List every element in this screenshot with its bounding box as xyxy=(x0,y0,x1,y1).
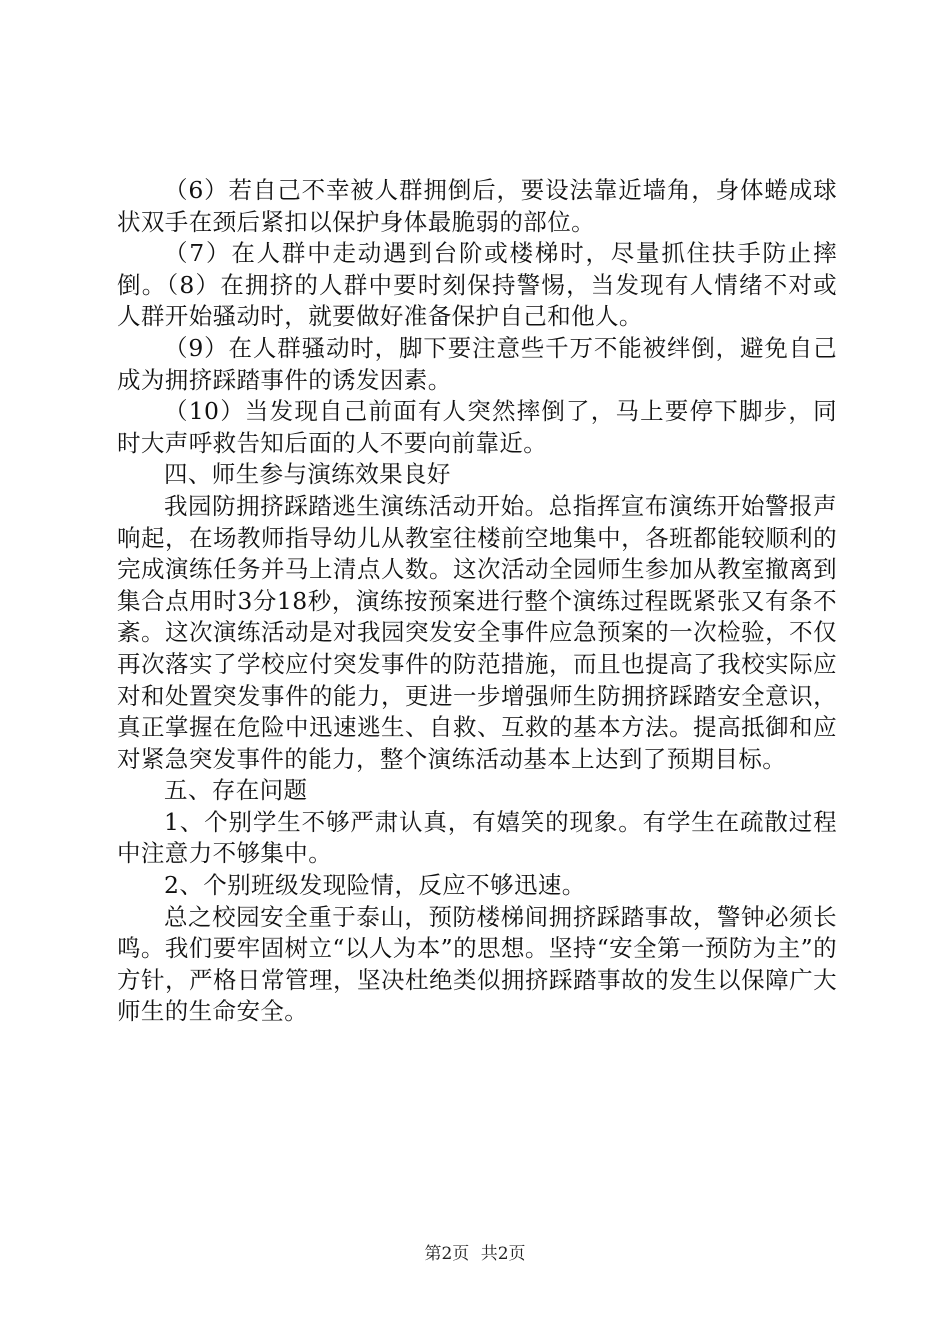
page-number: 第2页 xyxy=(424,1244,470,1264)
problem-item-2: 2、个别班级发现险情，反应不够迅速。 xyxy=(164,871,586,900)
problem-item-1: 1、个别学生不够严肃认真，有嬉笑的现象。有学生在疏散过程中注意力不够集中。 xyxy=(117,807,837,868)
paragraph-item-10: （10）当发现自己前面有人突然摔倒了，马上要停下脚步，同时大声呼救告知后面的人不要向前靠近。 xyxy=(117,397,837,457)
section-heading-4: 四、师生参与演练效果良好 xyxy=(164,460,451,489)
page-footer xyxy=(0,1243,950,1265)
page-total: 共2页 xyxy=(480,1244,526,1264)
paragraph-item-9: （9）在人群骚动时，脚下要注意些千万不能被绊倒，避免自己成为拥挤踩踏事件的诱发因素。 xyxy=(117,333,837,394)
paragraph-drill-summary: 我园防拥挤踩踏逃生演练活动开始。总指挥宣布演练开始警报声响起，在场教师指导幼儿从教室往楼前空地集中，各班都能较顺利的完成演练任务并马上清点人数。这次活动全园师生参加从教室撤离到集合点用时3分18秒，演练按预案进行整个演练过程既紧张又有条不紊。这次演练活动是对我园突发安全事件应急预案的一次检验，不仅再次落实了学校应付突发事件的防范措施，而且也提高了我校实际应对和处置突发事件的能力，更进一步增强师生防拥挤踩踏安全意识，真正掌握在危险中迅速逃生、自救、互救的基本方法。提高抵御和应对紧急突发事件的能力，整个演练活动基本上达到了预期目标。 xyxy=(117,491,837,773)
section-heading-5: 五、存在问题 xyxy=(164,776,308,805)
paragraph-item-7-8: （7）在人群中走动遇到台阶或楼梯时，尽量抓住扶手防止摔倒。（8）在拥挤的人群中要时刻保持警惕，当发现有人情绪不对或人群开始骚动时，就要做好准备保护自己和他人。 xyxy=(117,239,837,331)
paragraph-conclusion: 总之校园安全重于泰山，预防楼梯间拥挤踩踏事故，警钟必须长鸣。我们要牢固树立“以人为本”的思想。坚持“安全第一预防为主”的方针，严格日常管理，坚决杜绝类似拥挤踩踏事故的发生以保障广大师生的生命安全。 xyxy=(117,902,837,1026)
paragraph-item-6: （6）若自己不幸被人群拥倒后，要设法靠近墙角，身体蜷成球状双手在颈后紧扣以保护身体最脆弱的部位。 xyxy=(117,176,837,236)
document-body xyxy=(117,175,837,1028)
